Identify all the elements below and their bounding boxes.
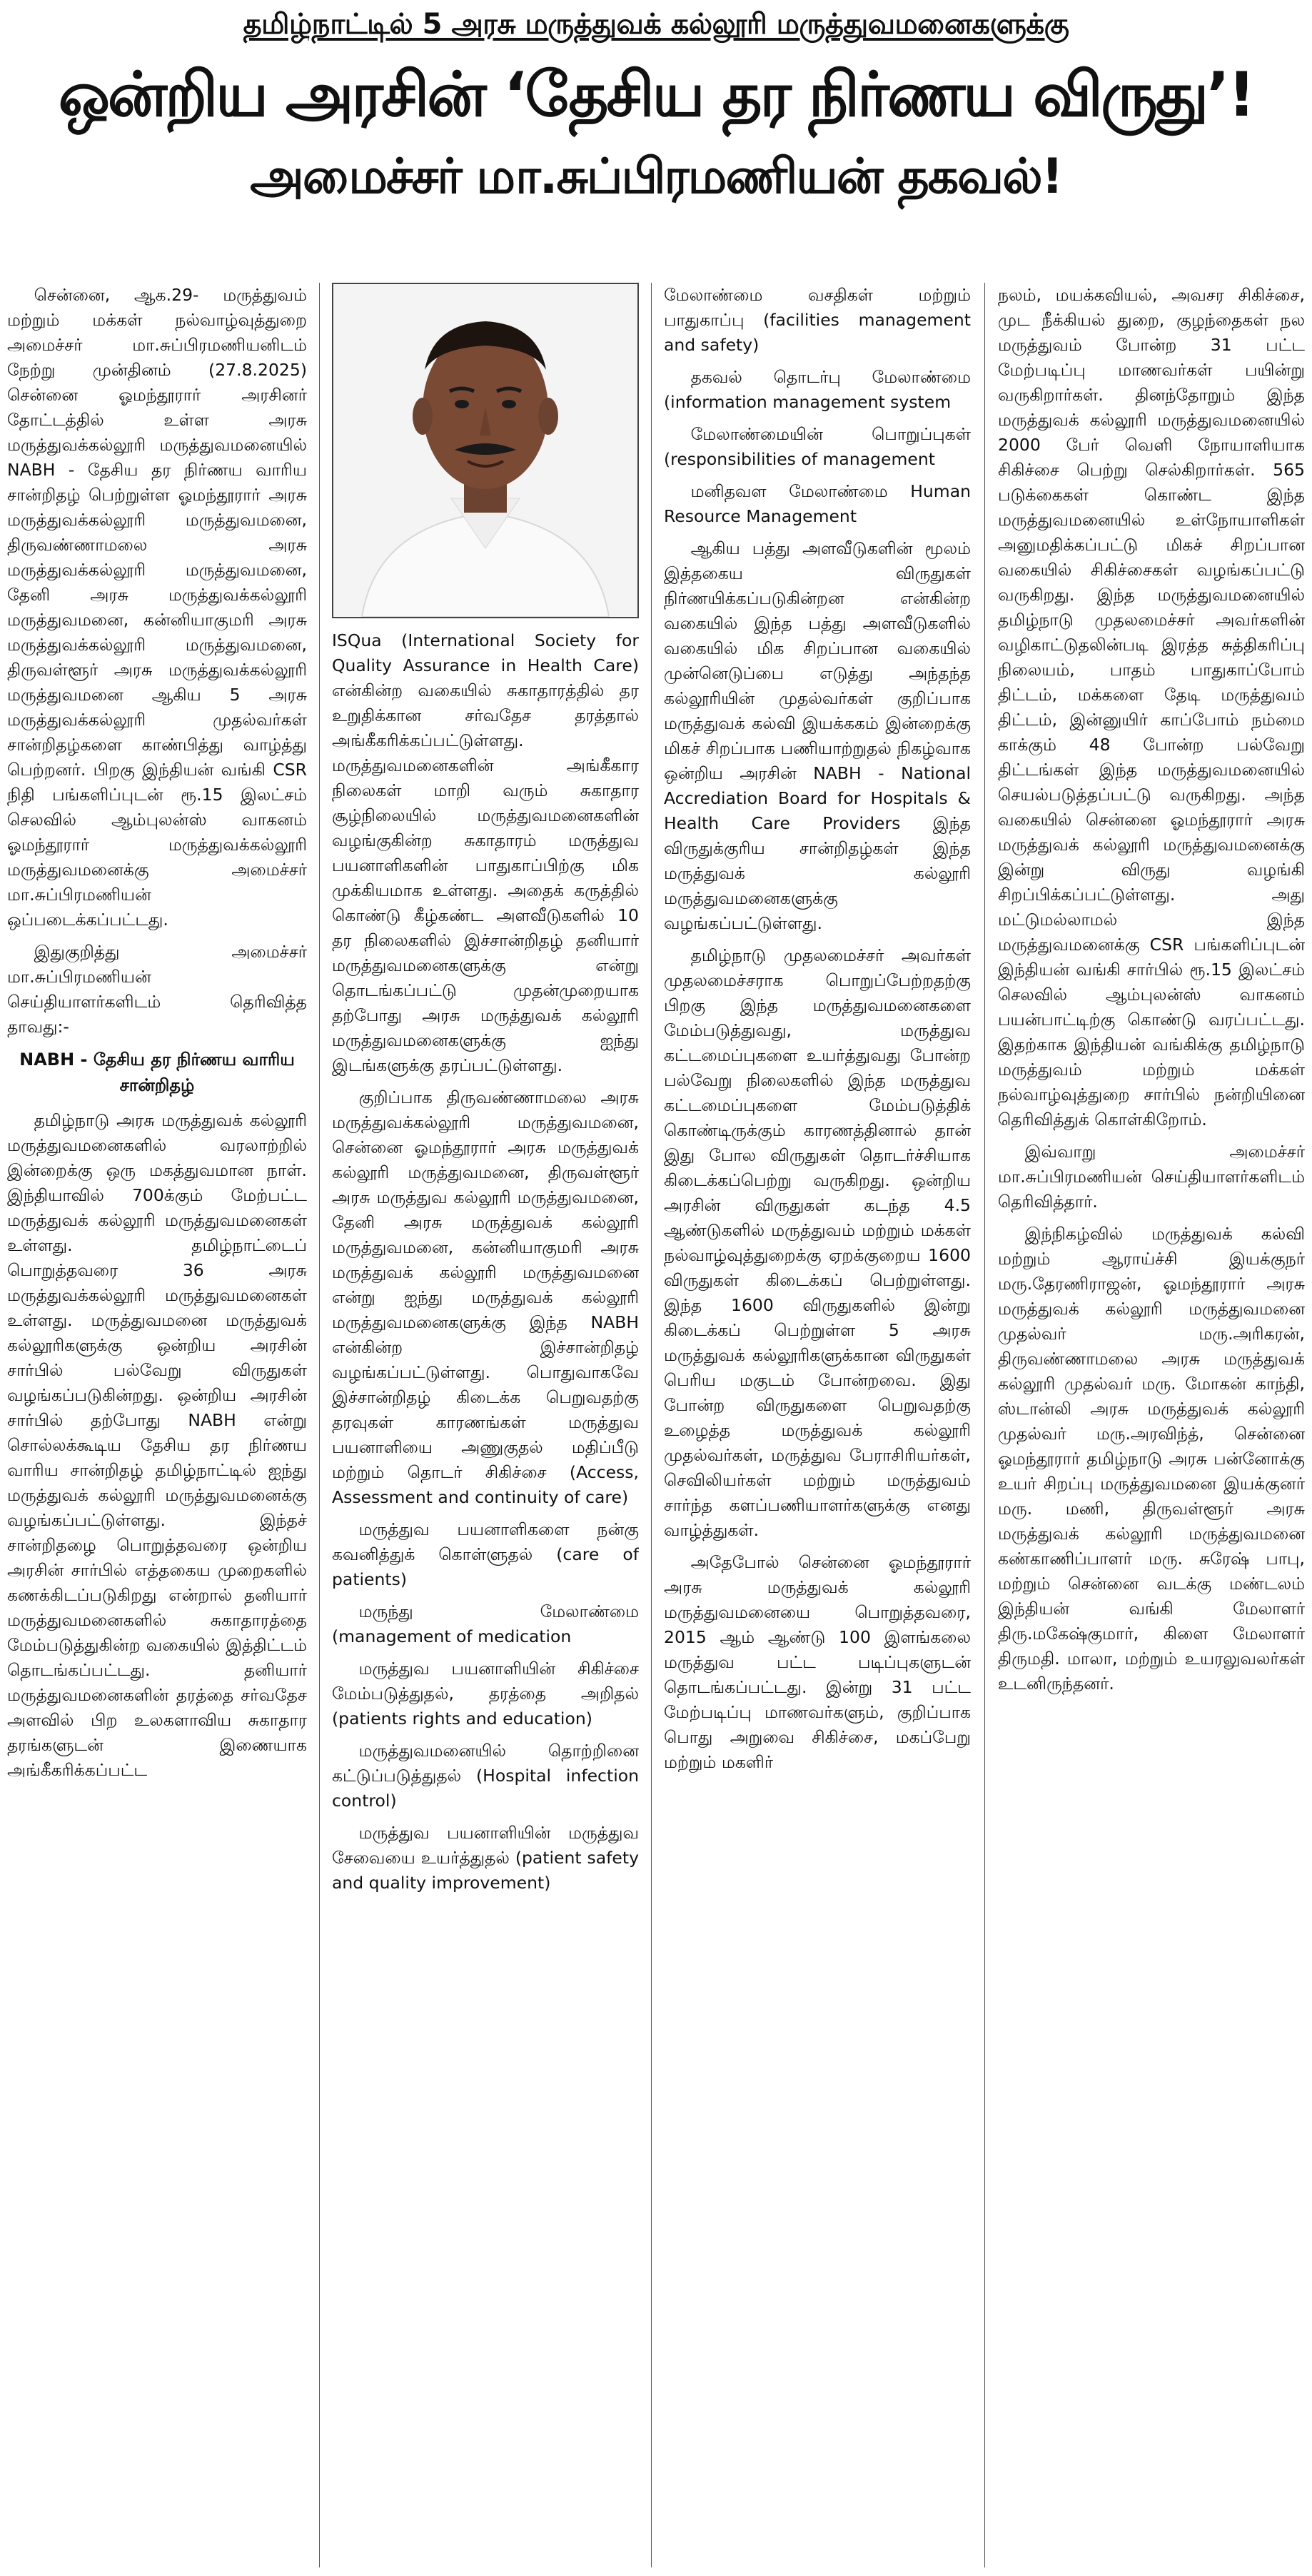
- list-item: மருத்துவமனையில் தொற்றினை கட்டுப்படுத்துதல் (Hospital infection control): [332, 1741, 639, 1811]
- column-4: [998, 283, 1305, 2567]
- paragraph: குறிப்பாக திருவண்ணாமலை அரசு மருத்துவக்கல்லூரி மருத்துவமனை, சென்னை ஓமந்தூரார் அரசு மருத்துவக் கல்லூரி மருத்துவமனை, திருவள்ளூர் அரசு மருத்துவ கல்லூரி மருத்துவமனை, தேனி அரசு மருத்துவக் கல்லூரி மருத்துவமனை, கன்னியாகுமரி அரசு மருத்துவக் கல்லூரி மருத்துவமனை என்று ஐந்து மருத்துவக் கல்லூரி மருத்துவமனைகளுக்கு இந்த NABH என்கின்ற இச்சான்றிதழ் வழங்கப்பட்டுள்ளது. பொதுவாகவே இச்சான்றிதழ் கிடைக்க பெறுவதற்கு தரவுகள் காரணங்கள் மருத்துவ பயனாளியை அணுகுதல் மதிப்பீடு மற்றும் தொடர் சிகிச்சை (Access, Assessment and continuity of care): [332, 1087, 639, 1507]
- list-item: மருந்து மேலாண்மை (management of medication: [332, 1601, 639, 1646]
- list-item: மருத்துவ பயனாளியின் மருத்துவ சேவையை உயர்த்துதல் (patient safety and quality improvement): [332, 1823, 639, 1893]
- paragraph: சென்னை, ஆக.29- மருத்துவம் மற்றும் மக்கள் நல்வாழ்வுத்துறை அமைச்சர் மா.சுப்பிரமணியனிடம் நேற்று முன்தினம் (27.8.2025) சென்னை ஓமந்தூரார் அரசினர் தோட்டத்தில் உள்ள அரசு மருத்துவக்கல்லூரி மருத்துவமனையில் NABH - தேசிய தர நிர்ணய வாரிய சான்றிதழ் பெற்றுள்ள ஓமந்தூரார் அரசு மருத்துவக்கல்லூரி மருத்துவமனை, திருவண்ணாமலை அரசு மருத்துவக்கல்லூரி மருத்துவமனை, தேனி அரசு மருத்துவக்கல்லூரி மருத்துவமனை, கன்னியாகுமரி அரசு மருத்துவக்கல்லூரி மருத்துவமனை, திருவள்ளூர் அரசு மருத்துவக்கல்லூரி மருத்துவமனை ஆகிய 5 அரசு மருத்துவக்கல்லூரி முதல்வர்கள் சான்றிதழ்களை காண்பித்து வாழ்த்து பெற்றனர். பிறகு இந்தியன் வங்கி CSR நிதி பங்களிப்புடன் ரூ.15 இலட்சம் செலவில் ஆம்புலன்ஸ் வாகனம் ஓமந்தூரார் மருத்துவக்கல்லூரி மருத்துவமனைக்கு அமைச்சர் மா.சுப்பிரமணியன் ஒப்படைக்கப்பட்டது.: [7, 285, 307, 930]
- portrait-photo: [332, 283, 639, 618]
- column-rule: [651, 283, 652, 2567]
- list-item: மேலாண்மையின் பொறுப்புகள் (responsibilities of management: [664, 424, 971, 469]
- paragraph: இதுகுறித்து அமைச்சர் மா.சுப்பிரமணியன் செய்தியாளர்களிடம் தெரிவித்த தாவது:-: [7, 942, 307, 1037]
- column-3: [664, 283, 971, 2567]
- list-item: மருத்துவ பயனாளியின் சிகிச்சை மேம்படுத்துதல், தரத்தை அறிதல் (patients rights and education): [332, 1659, 639, 1729]
- newspaper-page: [0, 4, 1312, 2576]
- paragraph: ஆகிய பத்து அளவீடுகளின் மூலம் இத்தகைய விருதுகள் நிர்ணயிக்கப்படுகின்றன என்கின்ற வகையில் இந்த பத்து அளவீடுகளில் வகையில் மிக சிறப்பான வகையில் முன்னெடுப்பை எடுத்து அந்தந்த கல்லூரியின் முதல்வர்கள் குறிப்பாக மருத்துவக் கல்வி இயக்ககம் இன்றைக்கு மிகச் சிறப்பாக பணியாற்றுதல் நிகழ்வாக ஒன்றிய அரசின் NABH - National Accrediation Board for Hospitals & Health Care Providers இந்த விருதுக்குரிய சான்றிதழ்கள் இந்த மருத்துவக் கல்லூரி மருத்துவமனைகளுக்கு வழங்கப்பட்டுள்ளது.: [664, 538, 971, 933]
- section-heading: NABH - தேசிய தர நிர்ணய வாரிய சான்றிதழ்: [19, 1050, 295, 1095]
- subhead: அமைச்சர் மா.சுப்பிரமணியன் தகவல்!: [250, 149, 1062, 205]
- list-item: தகவல் தொடர்பு மேலாண்மை (information management system: [664, 367, 971, 412]
- column-rule: [319, 283, 320, 2567]
- column-rule: [984, 283, 985, 2567]
- portrait-icon: [333, 284, 637, 617]
- paragraph: தமிழ்நாடு முதலமைச்சர் அவர்கள் முதலமைச்சராக பொறுப்பேற்றதற்கு பிறகு இந்த மருத்துவமனைகளை மேம்படுத்துவது, மருத்துவ கட்டமைப்புகளை உயர்த்துவது போன்ற பல்வேறு நிலைகளில் இந்த மருத்துவ கட்டமைப்புகளை மேம்படுத்திக் கொண்டிருக்கும் காரணத்தினால் தான் இது போல விருதுகள் தொடர்ச்சியாக கிடைக்கப்பெற்று வருகிறது. ஒன்றிய அரசின் விருதுகள் கடந்த 4.5 ஆண்டுகளில் மருத்துவம் மற்றும் மக்கள் நல்வாழ்வுத்துறைக்கு ஏறக்குறைய 1600 விருதுகள் கிடைக்கப் பெற்றுள்ளது. இந்த 1600 விருதுகளில் இன்று கிடைக்கப் பெற்றுள்ள 5 அரசு மருத்துவக் கல்லூரிகளுக்கான விருதுகள் பெரிய மகுடம் போன்றவை. இது போன்ற விருதுகளை பெறுவதற்கு உழைத்த மருத்துவக் கல்லூரி முதல்வர்கள், மருத்துவ பேராசிரியர்கள், செவிலியர்கள் மற்றும் மருத்துவம் சார்ந்த களப்பணியாளர்களுக்கு எனது வாழ்த்துகள்.: [664, 945, 971, 1540]
- column-2: [332, 283, 639, 2567]
- list-item: மனிதவள மேலாண்மை Human Resource Management: [664, 481, 971, 526]
- paragraph: இவ்வாறு அமைச்சர் மா.சுப்பிரமணியன் செய்தியாளர்களிடம் தெரிவித்தார்.: [998, 1142, 1305, 1212]
- paragraph: அதேபோல் சென்னை ஓமந்தூரார் அரசு மருத்துவக் கல்லூரி மருத்துவமனையை பொறுத்தவரை, 2015 ஆம் ஆண்டு 100 இளங்கலை மருத்துவ பட்ட படிப்புகளுடன் தொடங்கப்பட்டது. இன்று 31 பட்ட மேற்படிப்பு மாணவர்களும், குறிப்பாக பொது அறுவை சிகிச்சை, மகப்பேறு மற்றும் மகளிர்: [664, 1552, 971, 1772]
- paragraph: தமிழ்நாடு அரசு மருத்துவக் கல்லூரி மருத்துவமனைகளில் வரலாற்றில் இன்றைக்கு ஒரு மகத்துவமான நாள். இந்தியாவில் 700க்கும் மேற்பட்ட மருத்துவக் கல்லூரி மருத்துவமனைகள் உள்ளது. தமிழ்நாட்டைப் பொறுத்தவரை 36 அரசு மருத்துவக்கல்லூரி மருத்துவமனைகள் உள்ளது. மருத்துவமனை மருத்துவக் கல்லூரிகளுக்கு ஒன்றிய அரசின் சார்பில் பல்வேறு விருதுகள் வழங்கப்படுகின்றது. ஒன்றிய அரசின் சார்பில் தற்போது NABH என்று சொல்லக்கூடிய தேசிய தர நிர்ணய வாரிய சான்றிதழ் தமிழ்நாட்டில் ஐந்து மருத்துவக் கல்லூரி மருத்துவமனைக்கு வழங்கப்பட்டுள்ளது. இந்தச் சான்றிதழை பொறுத்தவரை ஒன்றிய அரசின் சார்பில் எத்தகைய முறைகளில் கணக்கிடப்படுகிறது என்றால் தனியார் மருத்துவமனைகளில் சுகாதாரத்தை மேம்படுத்துகின்ற வகையில் இத்திட்டம் தொடங்கப்பட்டது. தனியார் மருத்துவமனைகளின் தரத்தை சர்வதேச அளவில் பிற உலகளாவிய சுகாதார தரங்களுடன் இணையாக அங்கீகரிக்கப்பட்ட: [7, 1110, 307, 1780]
- column-1: [7, 283, 307, 2567]
- kicker: தமிழ்நாட்டில் 5 அரசு மருத்துவக் கல்லூரி மருத்துவமனைகளுக்கு: [243, 8, 1069, 41]
- paragraph: நலம், மயக்கவியல், அவசர சிகிச்சை, முட நீக்கியல் துறை, குழந்தைகள் நல மருத்துவம் போன்ற 31 பட்ட மேற்படிப்பு மாணவர்கள் பயின்று வருகிறார்கள். தினந்தோறும் இந்த மருத்துவக் கல்லூரி மருத்துவமனையில் 2000 பேர் வெளி நோயாளியாக சிகிச்சை பெற்று செல்கிறார்கள். 565 படுக்கைகள் கொண்ட இந்த மருத்துவமனையில் உள்நோயாளிகள் அனுமதிக்கப்பட்டு மிகச் சிறப்பான வகையில் சிகிச்சைகள் வழங்கப்பட்டு வருகிறது. இந்த மருத்துவமனையில் தமிழ்நாடு முதலமைச்சர் அவர்களின் வழிகாட்டுதலின்படி இரத்த சுத்திகரிப்பு நிலையம், பாதம் பாதுகாப்போம் திட்டம், மக்களை தேடி மருத்துவம் திட்டம், இன்னுயிர் காப்போம் நம்மை காக்கும் 48 போன்ற பல்வேறு திட்டங்கள் இந்த மருத்துவமனையில் செயல்படுத்தப்பட்டு வருகிறது. அந்த வகையில் சென்னை ஓமந்தூரார் அரசு மருத்துவக் கல்லூரி மருத்துவமனைக்கு இன்று விருது வழங்கி சிறப்பிக்கப்பட்டுள்ளது. அது மட்டுமல்லாமல் இந்த மருத்துவமனைக்கு CSR பங்களிப்புடன் இந்தியன் வங்கி சார்பில் ரூ.15 இலட்சம் செலவில் ஆம்புலன்ஸ் வாகனம் பயன்பாட்டிற்கு கொண்டு வரப்பட்டது. இதற்காக இந்தியன் வங்கிக்கு தமிழ்நாடு மருத்துவம் மற்றும் மக்கள் நல்வாழ்வுத்துறை சார்பில் நன்றியினை தெரிவித்துக் கொள்கிறோம்.: [998, 285, 1305, 1129]
- list-item: மேலாண்மை வசதிகள் மற்றும் பாதுகாப்பு (facilities management and safety): [664, 285, 971, 355]
- headline: ஒன்றிய அரசின் ‘தேசிய தர நிர்ணய விருது’!: [58, 59, 1254, 131]
- article-body: [7, 283, 1305, 2567]
- paragraph: இந்நிகழ்வில் மருத்துவக் கல்வி மற்றும் ஆராய்ச்சி இயக்குநர் மரு.தேரணிராஜன், ஓமந்தூரார் அரசு மருத்துவக் கல்லூரி மருத்துவமனை முதல்வர் மரு.அரிகரன், திருவண்ணாமலை அரசு மருத்துவக் கல்லூரி முதல்வர் மரு. மோகன் காந்தி, ஸ்டான்லி அரசு மருத்துவக் கல்லூரி முதல்வர் மரு.அரவிந்த், சென்னை ஓமந்தூரார் தமிழ்நாடு அரசு பன்னோக்கு உயர் சிறப்பு மருத்துவமனை இயக்குனர் மரு. மணி, திருவள்ளூர் அரசு மருத்துவக் கல்லூரி மருத்துவமனை கண்காணிப்பாளர் மரு. சுரேஷ் பாபு, மற்றும் சென்னை வடக்கு மண்டலம் இந்தியன் வங்கி மேலாளர் திரு.மகேஷ்குமார், கிளை மேலாளர் திருமதி. மாலா, மற்றும் உயரலுவலர்கள் உடனிருந்தனர்.: [998, 1224, 1305, 1694]
- list-item: மருத்துவ பயனாளிகளை நன்கு கவனித்துக் கொள்ளுதல் (care of patients): [332, 1519, 639, 1589]
- paragraph: ISQua (International Society for Quality Assurance in Health Care) என்கின்ற வகையில் சுகாதாரத்தில் தர உறுதிக்கான சர்வதேச தரத்தால் அங்கீகரிக்கப்பட்டுள்ளது. மருத்துவமனைகளின் அங்கீகார நிலைகள் மாறி வரும் சுகாதார சூழ்நிலையில் மருத்துவமனைகளின் வழங்குகின்ற சுகாதாரம் மருத்துவ பயனாளிகளின் பாதுகாப்பிற்கு மிக முக்கியமாக உள்ளது. அதைக் கருத்தில் கொண்டு கீழ்கண்ட அளவீடுகளில் 10 தர நிலைகளில் இச்சான்றிதழ் தனியார் மருத்துவமனைகளுக்கு என்று தொடங்கப்பட்டு முதன்முறையாக தற்போது அரசு மருத்துவக் கல்லூரி மருத்துவமனைகளுக்கு ஐந்து இடங்களுக்கு தரப்பட்டுள்ளது.: [332, 630, 639, 1075]
